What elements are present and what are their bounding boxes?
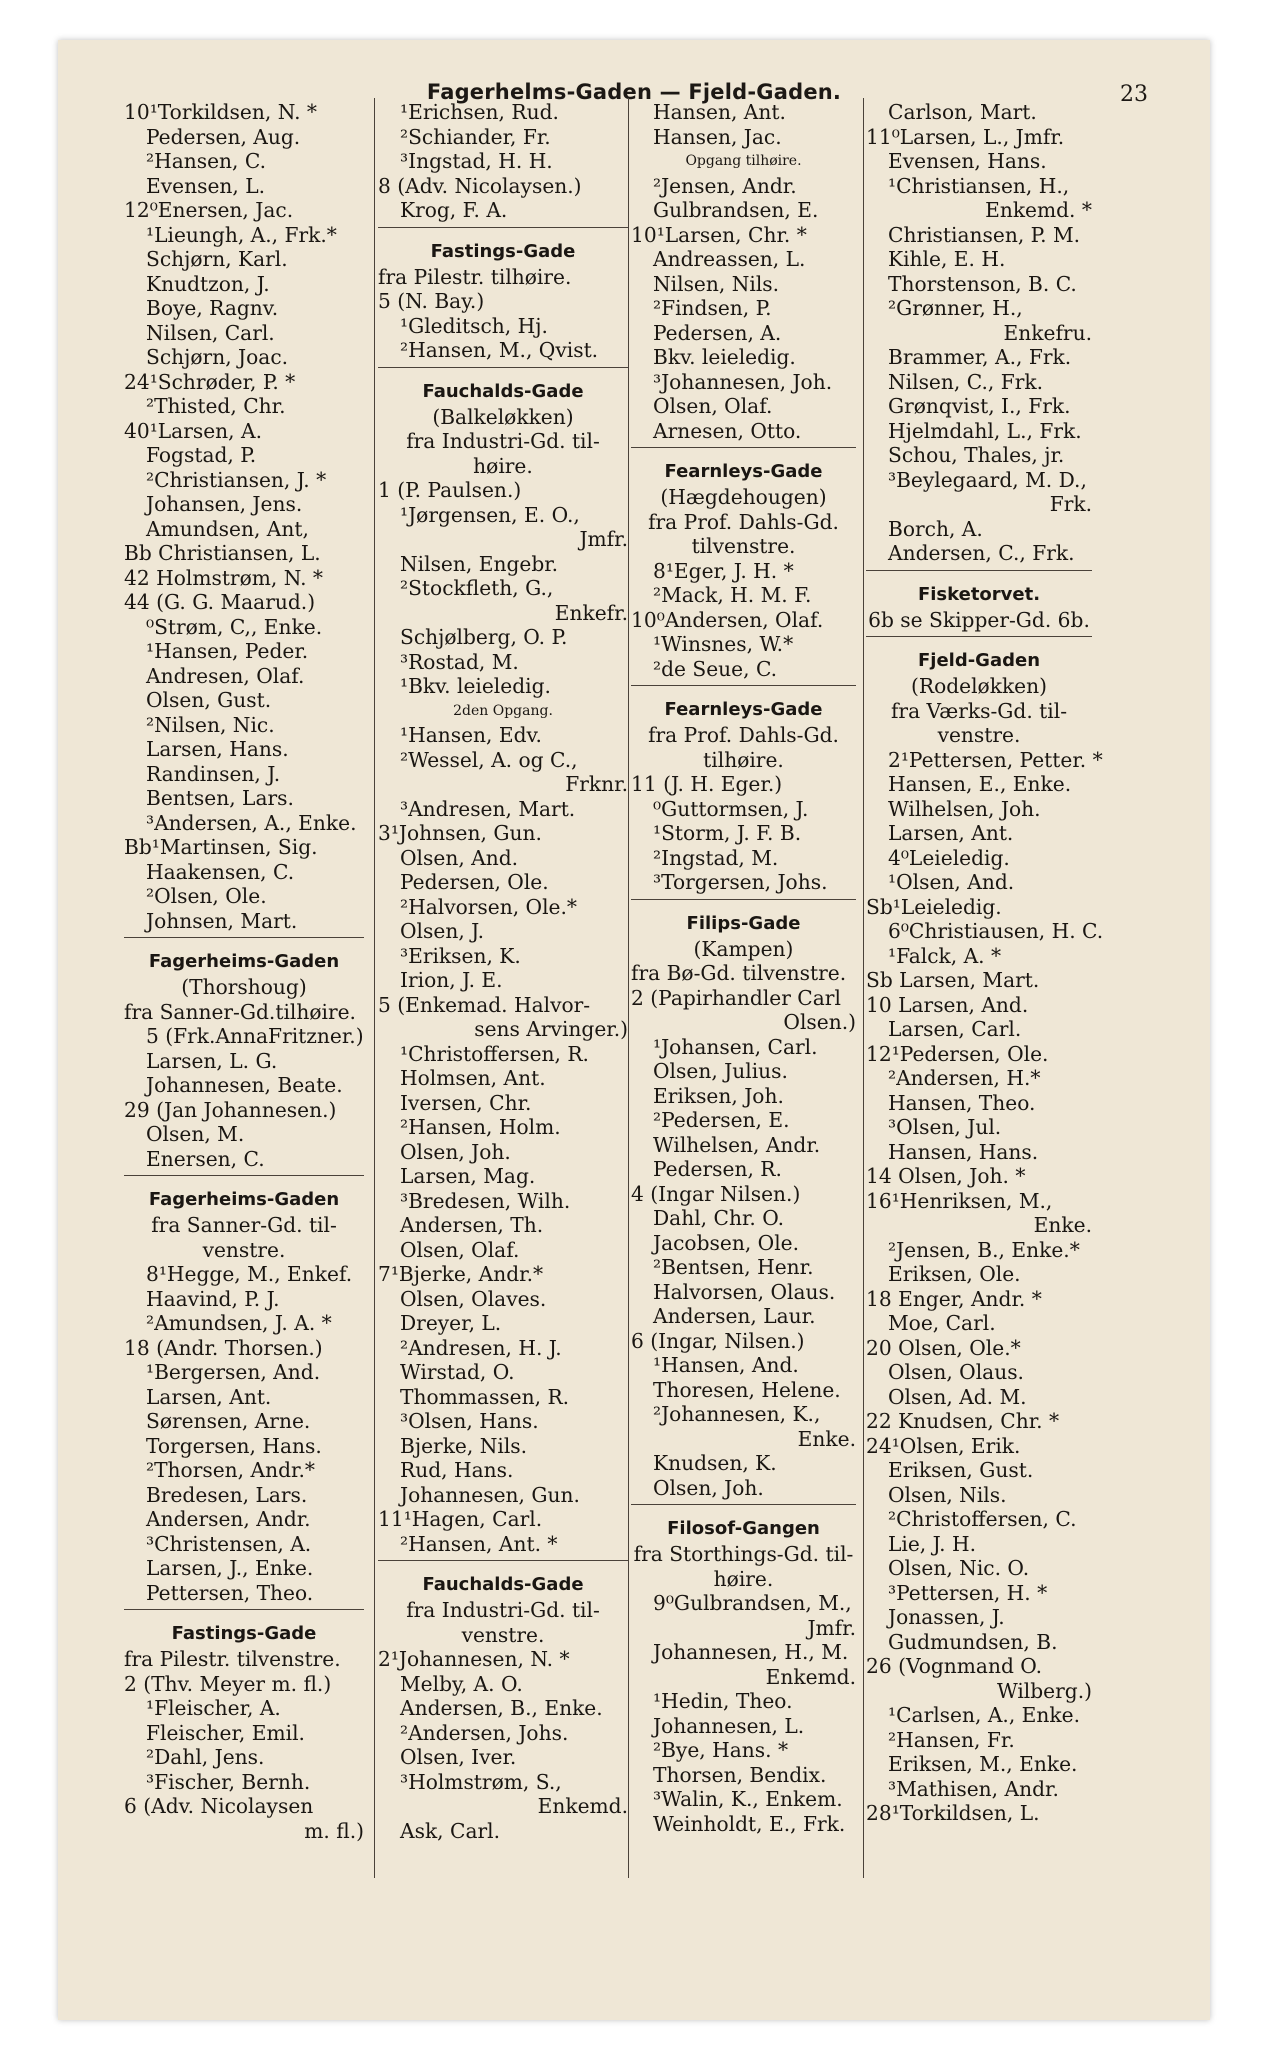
- street-heading: Fjeld-Gaden: [917, 650, 1041, 671]
- directory-entry: høire.: [713, 1566, 774, 1591]
- directory-entry: ⁰Guttormsen, J.: [653, 796, 809, 821]
- directory-entry: 9⁰Gulbrandsen, M.,: [653, 1591, 852, 1615]
- directory-entry: ²Hansen, C.: [146, 149, 267, 173]
- directory-entry: ³Bredesen, Wilh.: [400, 1188, 571, 1213]
- directory-entry: Pedersen, Ole.: [400, 870, 549, 894]
- directory-entry: Torgersen, Hans.: [146, 1433, 322, 1458]
- directory-entry: Bjerke, Nils.: [400, 1433, 528, 1458]
- street-heading: Fagerheims-Gaden: [148, 951, 340, 972]
- directory-entry: 5 (Enkemad. Halvor-: [378, 992, 591, 1017]
- section-divider: [631, 685, 856, 695]
- directory-entry: 11 (J. H. Eger.): [631, 772, 783, 796]
- directory-entry: Knudsen, K.: [653, 1451, 777, 1475]
- directory-entry: Bentsen, Lars.: [146, 786, 294, 810]
- directory-entry: Olsen, And.: [400, 845, 519, 870]
- directory-entry: 8 (Adv. Nicolaysen.): [378, 173, 582, 198]
- directory-entry: Irion, J. E.: [400, 968, 503, 992]
- directory-entry: Johannesen, H., M.: [653, 1640, 849, 1664]
- directory-entry: ²Grønner, H.,: [888, 296, 1023, 320]
- directory-entry: ¹Falck, A. *: [888, 943, 1002, 968]
- directory-entry: ²Andersen, H.*: [888, 1066, 1041, 1090]
- directory-entry: ²Halvorsen, Ole.*: [400, 894, 578, 919]
- directory-entry: Sb Larsen, Mart.: [866, 968, 1040, 992]
- directory-entry: Halvorsen, Olaus.: [653, 1279, 836, 1304]
- directory-entry: Eriksen, Gust.: [888, 1458, 1034, 1482]
- directory-entry: Amundsen, Ant,: [146, 516, 309, 541]
- street-heading: Fauchalds-Gade: [422, 380, 584, 402]
- directory-entry: 3¹Johnsen, Gun.: [378, 821, 542, 845]
- directory-entry: 1 (P. Paulsen.): [378, 478, 522, 502]
- directory-entry: ²Hansen, Ant. *: [400, 1531, 558, 1556]
- directory-entry: Andresen, Olaf.: [146, 663, 305, 688]
- directory-entry: Johannesen, Gun.: [400, 1482, 580, 1507]
- directory-entry: 12⁰Enersen, Jac.: [124, 198, 294, 222]
- directory-entry: Frk.: [1049, 492, 1092, 516]
- directory-entry: Holmsen, Ant.: [400, 1066, 546, 1090]
- directory-entry: Pedersen, R.: [653, 1157, 782, 1181]
- directory-entry: Fleischer, Emil.: [146, 1720, 305, 1745]
- column-rule-1: [374, 98, 375, 1878]
- directory-entry: 10¹Larsen, Chr. *: [631, 222, 807, 247]
- directory-entry: (Thorshoug): [181, 975, 307, 999]
- directory-entry: ³Pettersen, H. *: [888, 1580, 1048, 1605]
- directory-entry: 2 (Thv. Meyer m. fl.): [124, 1671, 332, 1696]
- directory-entry: fra Sanner-Gd. til-: [151, 1213, 337, 1237]
- section-divider: [631, 899, 856, 909]
- directory-entry: ³Mathisen, Andr.: [888, 1776, 1059, 1801]
- directory-entry: ²Ingstad, M.: [653, 845, 779, 870]
- directory-entry: Olsen, Olaf.: [400, 1237, 520, 1262]
- street-heading: Filosof-Gangen: [667, 1518, 820, 1539]
- directory-entry: Wilhelsen, Andr.: [653, 1132, 821, 1157]
- directory-entry: ²Pedersen, E.: [653, 1108, 790, 1132]
- directory-entry: høire.: [473, 453, 533, 478]
- directory-entry: Jmfr.: [807, 1615, 856, 1640]
- directory-entry: Jmfr.: [579, 527, 628, 551]
- directory-entry: Enersen, C.: [146, 1146, 265, 1171]
- directory-entry: venstre.: [461, 1622, 545, 1647]
- directory-entry: Pedersen, Aug.: [146, 124, 301, 149]
- directory-entry: Pedersen, A.: [653, 320, 782, 345]
- directory-entry: ²Dahl, Jens.: [146, 1745, 265, 1769]
- directory-entry: ³Olsen, Jul.: [888, 1115, 1002, 1139]
- directory-entry: ³Holmstrøm, S.,: [400, 1769, 562, 1794]
- directory-entry: Gulbrandsen, E.: [653, 198, 819, 222]
- column-4: [866, 100, 1104, 1826]
- street-heading: Fauchalds-Gade: [422, 1574, 584, 1595]
- directory-entry: Brammer, A., Frk.: [888, 345, 1072, 369]
- directory-entry: 14 Olsen, Joh. *: [866, 1164, 1026, 1188]
- directory-entry: Bb Christiansen, L.: [124, 541, 321, 565]
- directory-entry: ²Andersen, Johs.: [400, 1720, 569, 1745]
- directory-entry: Jacobsen, Ole.: [653, 1230, 800, 1255]
- section-divider: [124, 1609, 364, 1619]
- directory-entry: Sb¹Leieledig.: [866, 894, 1002, 919]
- directory-entry: (Balkeløkken): [432, 404, 574, 429]
- directory-entry: ²Christoffersen, C.: [888, 1507, 1077, 1531]
- directory-entry: fra Bø-Gd. tilvenstre.: [631, 961, 847, 985]
- directory-entry: 22 Knudsen, Chr. *: [866, 1409, 1060, 1433]
- directory-entry: ¹Hansen, Peder.: [146, 639, 309, 663]
- directory-entry: 6⁰Christiausen, H. C.: [888, 919, 1104, 943]
- directory-entry: ²Schiander, Fr.: [400, 124, 551, 149]
- street-heading: Fastings-Gade: [430, 240, 576, 262]
- directory-entry: ¹Olsen, And.: [888, 870, 1015, 894]
- directory-entry: Larsen, Ant.: [888, 821, 1014, 845]
- directory-entry: ⁰Strøm, C,, Enke.: [146, 614, 323, 639]
- directory-entry: ¹Hansen, And.: [653, 1353, 799, 1377]
- directory-entry: ²Nilsen, Nic.: [146, 712, 275, 737]
- directory-entry: Eriksen, Joh.: [653, 1083, 784, 1108]
- directory-entry: Christiansen, P. M.: [888, 222, 1081, 247]
- street-heading: Filips-Gade: [686, 912, 801, 934]
- directory-entry: ³Eriksen, K.: [400, 943, 521, 968]
- directory-entry: ¹Lieungh, A., Frk.*: [146, 222, 337, 247]
- directory-entry: ³Andresen, Mart.: [400, 796, 576, 821]
- page-number: 23: [1120, 82, 1148, 107]
- directory-entry: Johansen, Jens.: [146, 492, 303, 516]
- directory-entry: 10 Larsen, And.: [866, 992, 1029, 1017]
- section-divider: [866, 636, 1092, 646]
- directory-entry: ²Wessel, A. og C.,: [400, 747, 578, 772]
- directory-entry: 12¹Pedersen, Ole.: [866, 1041, 1049, 1066]
- directory-entry: Larsen, J., Enke.: [146, 1556, 314, 1580]
- directory-entry: Grønqvist, I., Frk.: [888, 394, 1071, 418]
- directory-entry: Enkefru.: [1003, 320, 1092, 345]
- directory-entry: Thommassen, R.: [400, 1384, 570, 1409]
- directory-entry: ¹Christiansen, H.,: [888, 173, 1070, 198]
- directory-entry: Enke.: [797, 1426, 856, 1451]
- directory-entry: ²Jensen, Andr.: [653, 173, 797, 198]
- directory-entry: Randinsen, J.: [146, 761, 281, 786]
- directory-entry: 8¹Eger, J. H. *: [653, 558, 794, 583]
- directory-entry: ²Hansen, Holm.: [400, 1115, 561, 1139]
- directory-entry: Dreyer, L.: [400, 1311, 502, 1335]
- directory-entry: ³Walin, K., Enkem.: [653, 1787, 843, 1811]
- directory-entry: fra Prof. Dahls-Gd.: [648, 509, 839, 534]
- directory-entry: (Hægdehougen): [660, 485, 827, 509]
- directory-entry: Nilsen, Engebr.: [400, 551, 559, 576]
- directory-entry: venstre.: [202, 1237, 286, 1262]
- section-divider: [124, 1175, 364, 1185]
- directory-entry: 24¹Schrøder, P. *: [124, 369, 296, 394]
- directory-entry: 7¹Bjerke, Andr.*: [378, 1262, 544, 1286]
- directory-entry: Nilsen, Carl.: [146, 320, 275, 345]
- directory-entry: tilvenstre.: [691, 534, 796, 558]
- directory-entry: Fogstad, P.: [146, 443, 257, 467]
- section-divider: [378, 1560, 628, 1570]
- directory-entry: 18 (Andr. Thorsen.): [124, 1335, 323, 1360]
- directory-entry: ¹Hansen, Edv.: [400, 723, 542, 747]
- directory-entry: Opgang tilhøire.: [685, 153, 802, 169]
- directory-entry: ¹Hedin, Theo.: [653, 1689, 793, 1713]
- directory-entry: Kihle, E. H.: [888, 247, 1006, 271]
- directory-entry: Johannesen, Beate.: [146, 1073, 343, 1097]
- directory-entry: Krog, F. A.: [400, 198, 508, 222]
- directory-entry: 5 (Frk.AnnaFritzner.): [146, 1024, 364, 1048]
- directory-entry: Johnsen, Mart.: [146, 908, 298, 933]
- directory-entry: Hansen, Hans.: [888, 1139, 1039, 1164]
- directory-entry: fra Pilestr. tilhøire.: [378, 264, 572, 289]
- directory-entry: Larsen, Hans.: [146, 737, 289, 761]
- directory-entry: 6 (Ingar, Nilsen.): [631, 1328, 805, 1353]
- directory-entry: 20 Olsen, Ole.*: [866, 1335, 1021, 1360]
- directory-entry: Bredesen, Lars.: [146, 1482, 308, 1507]
- directory-entry: 2 (Papirhandler Carl: [631, 985, 841, 1010]
- directory-entry: Enke.: [1033, 1213, 1092, 1237]
- section-divider: [631, 447, 856, 457]
- section-divider: [124, 937, 364, 947]
- directory-entry: Evensen, Hans.: [888, 149, 1047, 173]
- directory-entry: Wilhelsen, Joh.: [888, 796, 1041, 821]
- directory-entry: ¹Johansen, Carl.: [653, 1034, 818, 1059]
- directory-entry: Wirstad, O.: [400, 1360, 515, 1384]
- directory-entry: fra Prof. Dahls-Gd.: [648, 723, 839, 747]
- street-heading: Fisketorvet.: [917, 583, 1041, 605]
- directory-entry: Dahl, Chr. O.: [653, 1206, 785, 1230]
- directory-entry: ³Ingstad, H. H.: [400, 149, 553, 173]
- directory-entry: ¹Storm, J. F. B.: [653, 821, 802, 845]
- directory-entry: Olsen, Joh.: [400, 1139, 511, 1164]
- directory-entry: ²Olsen, Ole.: [146, 884, 267, 908]
- directory-entry: Boye, Ragnv.: [146, 296, 279, 320]
- directory-entry: ²Bye, Hans. *: [653, 1738, 789, 1762]
- directory-entry: Eriksen, M., Enke.: [888, 1752, 1078, 1776]
- directory-entry: Hansen, Jac.: [653, 124, 782, 149]
- section-divider: [378, 227, 628, 237]
- directory-entry: Ask, Carl.: [400, 1818, 501, 1843]
- column-rule-2: [628, 98, 629, 1878]
- street-heading: Fearnleys-Gade: [664, 461, 823, 482]
- directory-entry: ¹Jørgensen, E. O.,: [400, 502, 580, 527]
- directory-entry: Weinholdt, E., Frk.: [653, 1811, 846, 1836]
- directory-entry: Nilsen, C., Frk.: [888, 369, 1044, 394]
- directory-entry: 11⁰Larsen, L., Jmfr.: [866, 124, 1065, 149]
- directory-entry: Thoresen, Helene.: [653, 1377, 841, 1402]
- directory-entry: Gudmundsen, B.: [888, 1629, 1058, 1654]
- directory-entry: 5 (N. Bay.): [378, 289, 485, 313]
- directory-entry: ²Thorsen, Andr.*: [146, 1458, 315, 1482]
- directory-entry: Haavind, P. J.: [146, 1286, 280, 1311]
- directory-entry: Andersen, Andr.: [146, 1507, 311, 1531]
- directory-entry: Schjørn, Joac.: [146, 345, 289, 369]
- directory-entry: 10¹Torkildsen, N. *: [124, 100, 317, 124]
- directory-entry: Olsen, Olaus.: [888, 1360, 1024, 1384]
- directory-entry: 8¹Hegge, M., Enkef.: [146, 1262, 353, 1286]
- directory-entry: Larsen, L. G.: [146, 1048, 278, 1073]
- directory-entry: ²Jensen, B., Enke.*: [888, 1237, 1080, 1262]
- directory-entry: 4 (Ingar Nilsen.): [631, 1181, 801, 1206]
- directory-entry: ¹Christoffersen, R.: [400, 1041, 589, 1066]
- directory-entry: Jonassen, J.: [888, 1605, 1005, 1629]
- directory-entry: tilhøire.: [703, 747, 784, 772]
- directory-entry: 28¹Torkildsen, L.: [866, 1801, 1040, 1825]
- directory-entry: 40¹Larsen, A.: [124, 418, 263, 443]
- directory-entry: 29 (Jan Johannesen.): [124, 1097, 337, 1122]
- directory-entry: Andersen, C., Frk.: [888, 541, 1075, 565]
- column-2: [378, 100, 628, 1843]
- street-heading: Fagerheims-Gaden: [148, 1189, 340, 1210]
- directory-entry: Melby, A. O.: [400, 1671, 523, 1696]
- directory-entry: 11¹Hagen, Carl.: [378, 1507, 543, 1531]
- directory-entry: 2den Opgang.: [453, 702, 553, 719]
- directory-entry: Schjørn, Karl.: [146, 247, 288, 271]
- directory-entry: Andersen, B., Enke.: [400, 1696, 603, 1720]
- directory-entry: 2¹Johannesen, N. *: [378, 1647, 570, 1671]
- directory-entry: fra Sanner-Gd.tilhøire.: [124, 999, 356, 1024]
- directory-entry: Eriksen, Ole.: [888, 1262, 1021, 1286]
- directory-entry: ²Mack, H. M. F.: [653, 583, 812, 607]
- section-divider: [378, 367, 628, 377]
- directory-entry: Olsen, Nils.: [888, 1482, 1007, 1507]
- directory-entry: Haakensen, C.: [146, 859, 295, 884]
- directory-entry: ¹Carlsen, A., Enke.: [888, 1703, 1080, 1727]
- column-3: [631, 100, 856, 1836]
- directory-entry: (Rodeløkken): [911, 674, 1047, 698]
- directory-entry: ³Fischer, Bernh.: [146, 1769, 311, 1794]
- directory-entry: Olsen, Nic. O.: [888, 1556, 1030, 1580]
- directory-entry: Hansen, Ant.: [653, 100, 786, 124]
- directory-entry: Hjelmdahl, L., Frk.: [888, 418, 1082, 443]
- directory-entry: Sørensen, Arne.: [146, 1409, 311, 1433]
- directory-entry: 44 (G. G. Maarud.): [124, 590, 316, 614]
- directory-entry: 18 Enger, Andr. *: [866, 1286, 1042, 1311]
- directory-entry: ²de Seue, C.: [653, 656, 778, 681]
- directory-entry: 24¹Olsen, Erik.: [866, 1433, 1021, 1458]
- directory-entry: Olsen, J.: [400, 919, 485, 943]
- directory-entry: sens Arvinger.): [474, 1017, 628, 1041]
- directory-entry: ³Christensen, A.: [146, 1531, 312, 1556]
- directory-entry: fra Værks-Gd. til-: [890, 698, 1068, 723]
- directory-entry: ¹Winsnes, W.*: [653, 632, 794, 656]
- directory-entry: Thorsen, Bendix.: [653, 1762, 827, 1787]
- directory-entry: ²Findsen, P.: [653, 296, 772, 320]
- directory-entry: fra Pilestr. tilvenstre.: [124, 1647, 341, 1671]
- directory-entry: 6b se Skipper-Gd. 6b.: [868, 607, 1090, 632]
- directory-entry: Olsen, Ad. M.: [888, 1384, 1027, 1409]
- directory-entry: Olsen, Julius.: [653, 1059, 788, 1083]
- directory-entry: Olsen, M.: [146, 1122, 245, 1146]
- directory-entry: fra Storthings-Gd. til-: [633, 1542, 854, 1566]
- directory-entry: Thorstenson, B. C.: [888, 271, 1077, 296]
- directory-entry: Andersen, Th.: [400, 1213, 544, 1237]
- directory-entry: ²Amundsen, J. A. *: [146, 1311, 332, 1335]
- directory-entry: 10⁰Andersen, Olaf.: [631, 607, 824, 632]
- directory-entry: Lie, J. H.: [888, 1531, 977, 1556]
- directory-entry: ¹Bkv. leieledig.: [400, 674, 551, 698]
- directory-entry: ³Torgersen, Johs.: [653, 870, 828, 894]
- directory-entry: Hansen, E., Enke.: [888, 772, 1072, 796]
- directory-entry: Borch, A.: [888, 516, 983, 541]
- directory-entry: Enkemd. *: [985, 198, 1092, 222]
- directory-entry: 2¹Pettersen, Petter. *: [888, 747, 1103, 772]
- directory-entry: ³Olsen, Hans.: [400, 1409, 539, 1433]
- directory-entry: ²Christiansen, J. *: [146, 467, 327, 492]
- directory-entry: Andersen, Laur.: [653, 1304, 816, 1328]
- directory-entry: Larsen, Carl.: [888, 1017, 1022, 1041]
- directory-entry: ³Andersen, A., Enke.: [146, 810, 357, 835]
- directory-entry: ³Rostad, M.: [400, 649, 519, 674]
- directory-entry: fra Industri-Gd. til-: [406, 1598, 600, 1622]
- directory-entry: ³Beylegaard, M. D.,: [888, 467, 1087, 492]
- directory-entry: Carlson, Mart.: [888, 100, 1037, 124]
- directory-entry: Johannesen, L.: [653, 1713, 805, 1738]
- column-1: [124, 100, 364, 1843]
- running-head: Fagerhelms-Gaden — Fjeld-Gaden.: [426, 80, 842, 104]
- directory-entry: Enkefr.: [554, 600, 628, 625]
- street-heading: Fearnleys-Gade: [664, 699, 823, 720]
- directory-entry: ²Stockfleth, G.,: [400, 576, 554, 600]
- directory-entry: venstre.: [937, 723, 1021, 747]
- directory-entry: ²Hansen, Fr.: [888, 1727, 1015, 1752]
- directory-entry: ²Thisted, Chr.: [146, 394, 286, 418]
- directory-entry: ²Andresen, H. J.: [400, 1335, 562, 1360]
- directory-entry: Pettersen, Theo.: [146, 1580, 314, 1605]
- directory-entry: Frknr.: [565, 772, 628, 796]
- directory-entry: 4⁰Leieledig.: [888, 845, 1010, 870]
- directory-entry: ²Johannesen, K.,: [653, 1402, 821, 1426]
- directory-entry: Olsen, Olaf.: [653, 394, 773, 418]
- directory-entry: Andreassen, L.: [653, 247, 806, 271]
- directory-entry: Schou, Thales, jr.: [888, 443, 1065, 467]
- directory-entry: Olsen.): [783, 1010, 856, 1034]
- directory-entry: Larsen, Mag.: [400, 1164, 536, 1188]
- directory-entry: Knudtzon, J.: [146, 271, 270, 296]
- directory-entry: ²Hansen, M., Qvist.: [400, 338, 599, 362]
- directory-entry: ¹Erichsen, Rud.: [400, 100, 559, 124]
- directory-entry: (Kampen): [693, 936, 794, 961]
- directory-entry: Nilsen, Nils.: [653, 271, 780, 296]
- directory-entry: ³Johannesen, Joh.: [653, 369, 833, 394]
- directory-entry: Hansen, Theo.: [888, 1090, 1036, 1115]
- street-heading: Fastings-Gade: [171, 1623, 317, 1644]
- directory-entry: Wilberg.): [996, 1678, 1092, 1703]
- column-rule-3: [863, 98, 864, 1878]
- directory-page: [58, 40, 1210, 2020]
- directory-entry: Arnesen, Otto.: [653, 418, 802, 443]
- directory-entry: 6 (Adv. Nicolaysen: [124, 1794, 314, 1818]
- directory-entry: Olsen, Gust.: [146, 688, 272, 712]
- directory-entry: Evensen, L.: [146, 173, 266, 198]
- directory-entry: ²Bentsen, Henr.: [653, 1255, 814, 1279]
- directory-entry: Olsen, Iver.: [400, 1745, 517, 1769]
- directory-entry: Iversen, Chr.: [400, 1090, 532, 1115]
- directory-entry: 16¹Henriksen, M.,: [866, 1188, 1053, 1213]
- section-divider: [631, 1504, 856, 1514]
- directory-entry: Olsen, Olaves.: [400, 1286, 547, 1311]
- directory-entry: Moe, Carl.: [888, 1311, 996, 1335]
- section-divider: [866, 570, 1092, 580]
- directory-entry: 42 Holmstrøm, N. *: [124, 565, 324, 590]
- directory-entry: Bkv. leieledig.: [653, 345, 796, 369]
- directory-entry: 26 (Vognmand O.: [866, 1654, 1043, 1678]
- directory-entry: Schjølberg, O. P.: [400, 625, 568, 649]
- directory-entry: fra Industri-Gd. til-: [406, 429, 600, 453]
- directory-entry: Olsen, Joh.: [653, 1475, 764, 1500]
- directory-entry: Bb¹Martinsen, Sig.: [124, 835, 318, 859]
- directory-entry: Enkemd.: [765, 1664, 856, 1689]
- directory-entry: m. fl.): [304, 1818, 364, 1843]
- directory-entry: ¹Gleditsch, Hj.: [400, 313, 548, 338]
- directory-entry: Enkemd.: [537, 1794, 628, 1818]
- directory-entry: ¹Fleischer, A.: [146, 1696, 281, 1720]
- directory-entry: ¹Bergersen, And.: [146, 1360, 321, 1384]
- directory-entry: Rud, Hans.: [400, 1458, 514, 1482]
- directory-entry: Larsen, Ant.: [146, 1384, 272, 1409]
